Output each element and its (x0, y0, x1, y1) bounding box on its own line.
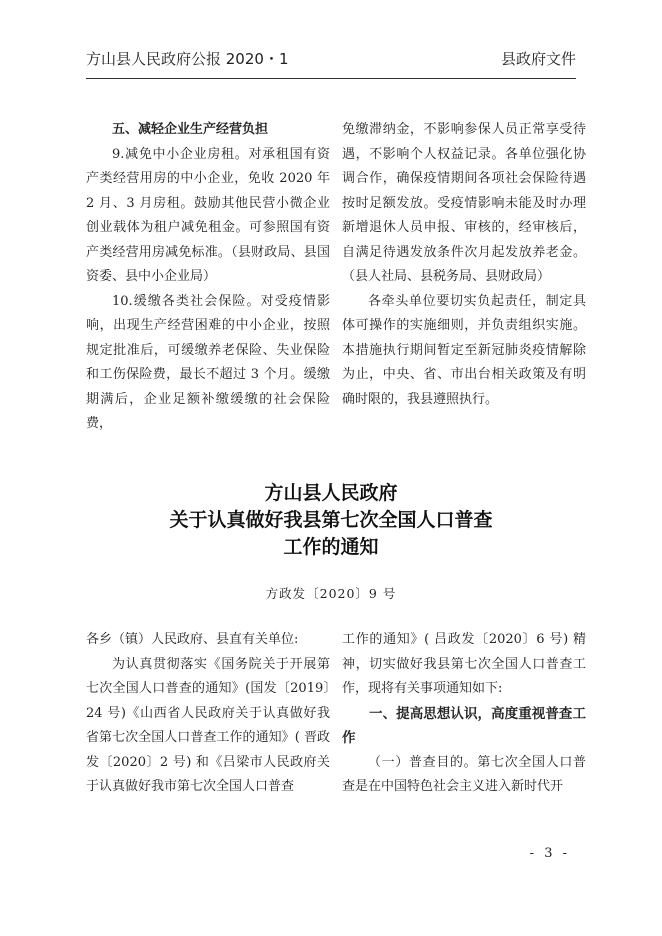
paragraph: 免缴滞纳金，不影响参保人员正常享受待遇，不影响个人权益记录。各单位强化协调合作，确保疫情期间各项社会保险待遇按时足额发放。受疫情影响未能及时办理新增退休人员申报、审核的，经审核后，自满足待遇发放条件次月起发放养老金。（县人社局、县税务局、县财政局） (342, 122, 586, 284)
title-line: 方山县人民政府 (264, 482, 398, 504)
section-heading: 一、提高思想认识，高度重视普查工作 (342, 705, 586, 746)
top-left-column (86, 118, 330, 437)
title-line: 工作的通知 (283, 536, 379, 558)
header-publication-title: 方山县人民政府公报 2020・1 (86, 50, 289, 68)
paragraph: 各牵头单位要切实负起责任，制定具体可操作的实施细则，并负责组织实施。本措施执行期间暂定至新冠肺炎疫情解除为止，中央、省、市出台相关政策及有明确时限的，我县遵照执行。 (342, 293, 586, 407)
paragraph: （一）普查目的。第七次全国人口普查是在中国特色社会主义进入新时代开 (342, 754, 586, 794)
paragraph: 工作的通知》( 吕政发〔2020〕6 号) 精神，切实做好我县第七次全国人口普查工作，现将有关事项通知如下: (342, 632, 586, 696)
document-number: 方政发〔2020〕9 号 (265, 586, 397, 601)
document-title (86, 480, 576, 561)
top-right-column (342, 118, 586, 412)
bottom-right-column (342, 628, 586, 800)
page-number: - 3 - (529, 846, 570, 861)
paragraph: 为认真贯彻落实《国务院关于开展第七次全国人口普查的通知》(国发〔2019〕24 号)《山西省人民政府关于认真做好我省第七次全国人口普查工作的通知》( 晋政发〔2020〕2 号) 和《吕梁市人民政府关于认真做好我市第七次全国人口普查 (86, 656, 330, 794)
page-header (86, 44, 576, 79)
title-line: 关于认真做好我县第七次全国人口普查 (169, 509, 493, 531)
bottom-left-column (86, 628, 330, 800)
section-heading: 五、减轻企业生产经营负担 (112, 122, 269, 137)
header-section-title: 县政府文件 (500, 50, 576, 68)
paragraph: 9.减免中小企业房租。对承租国有资产类经营用房的中小企业，免收 2020 年 2 月、3 月房租。鼓励其他民营小微企业创业载体为租户减免租金。可参照国有资产类经营用房减免标准。（县财政局、县国资委、县中小企业局） (86, 146, 330, 284)
paragraph: 10.缓缴各类社会保险。对受疫情影响，出现生产经营困难的中小企业，按照规定批准后，可缓缴养老保险、失业保险和工伤保险费，最长不超过 3 个月。缓缴期满后，企业足额补缴缓缴的社会保险费， (86, 293, 330, 431)
salutation: 各乡（镇）人民政府、县直有关单位: (86, 632, 299, 647)
